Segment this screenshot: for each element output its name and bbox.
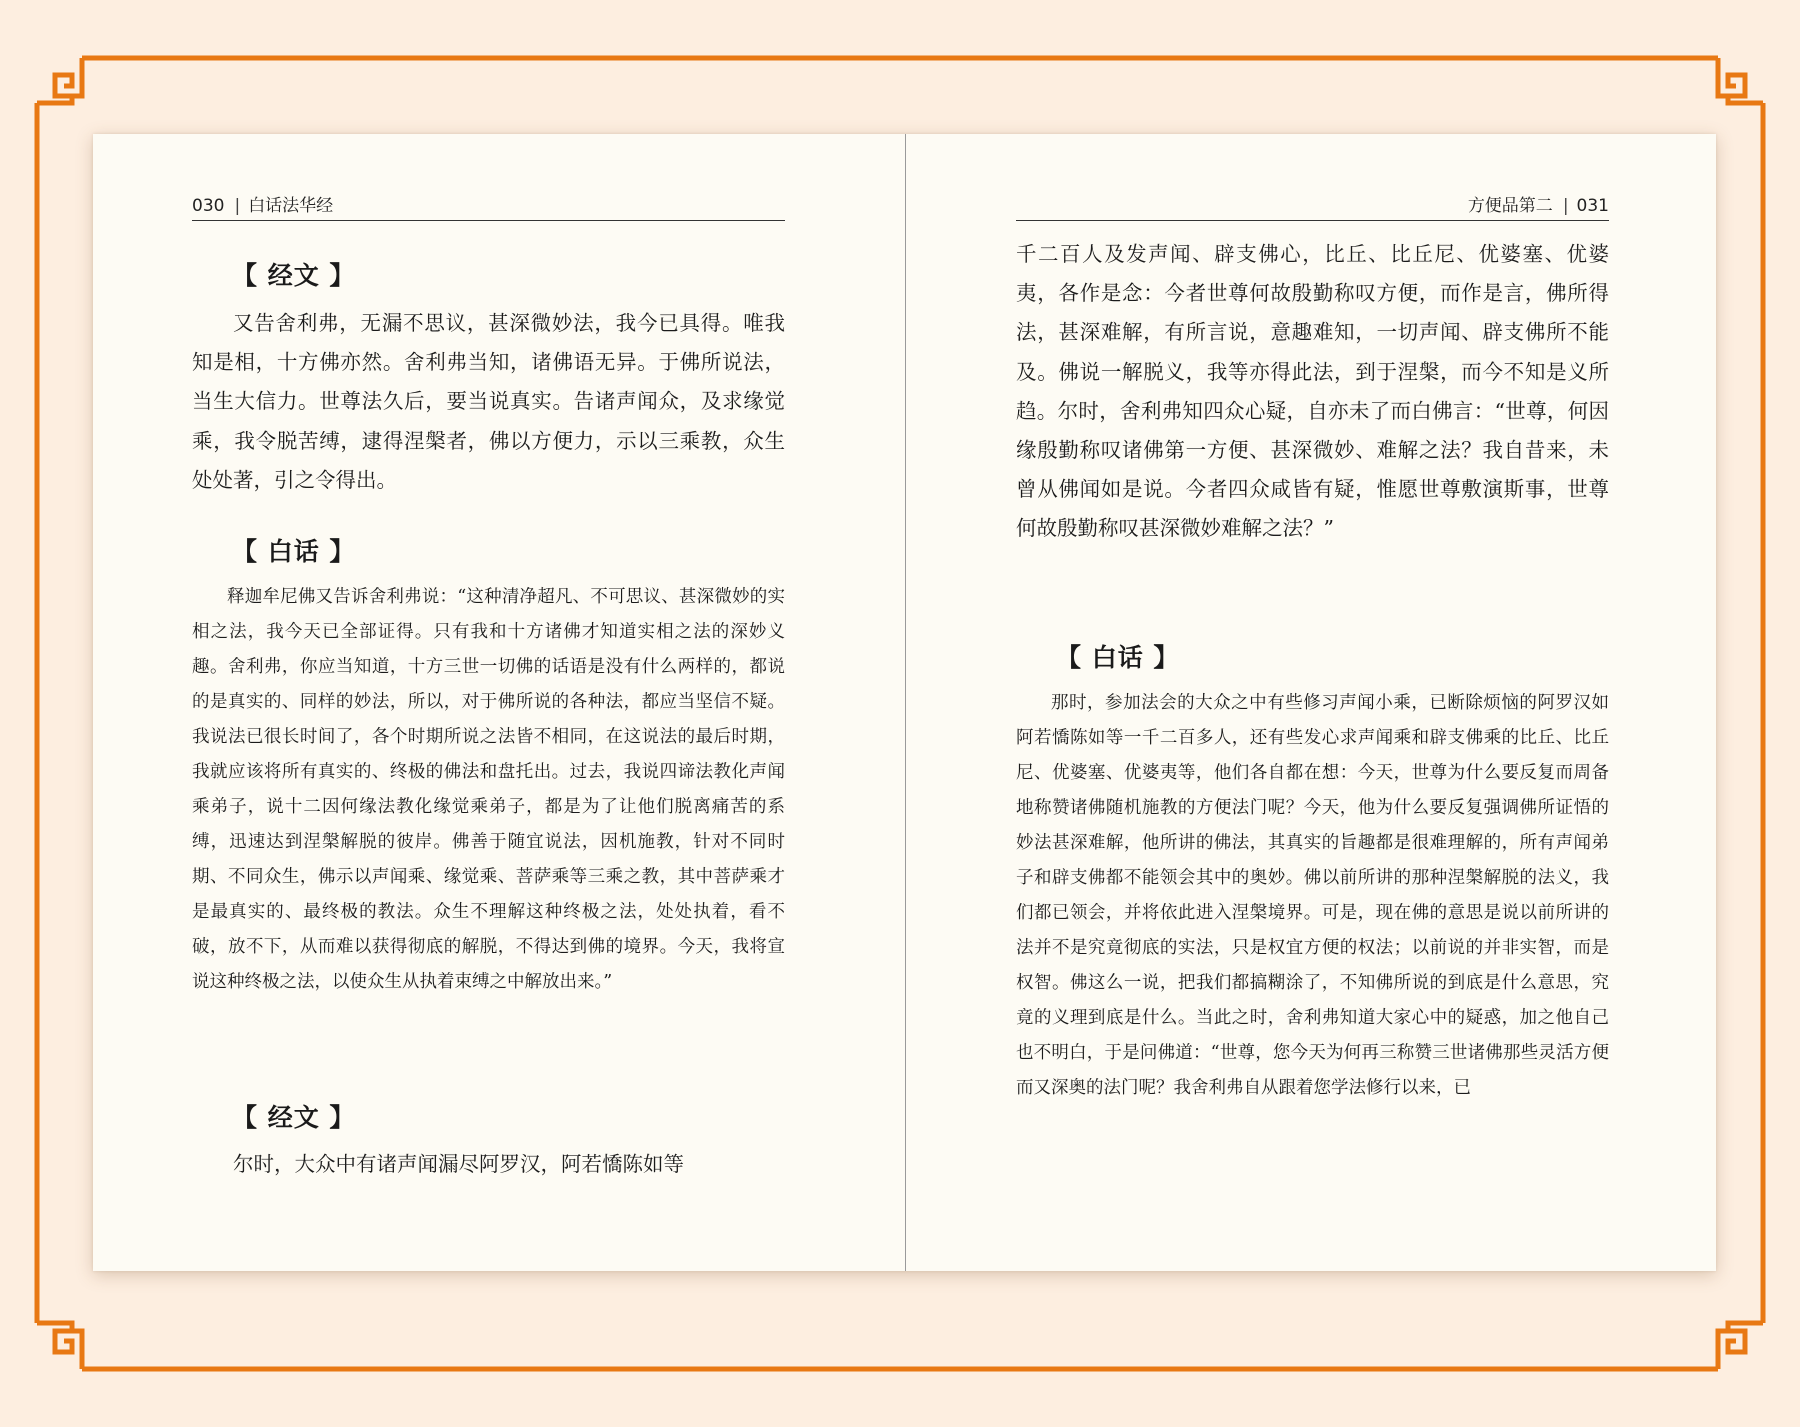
right-page-number: 031 (1576, 196, 1609, 216)
vernacular-paragraph-1: 释迦牟尼佛又告诉舍利弗说：“这种清净超凡、不可思议、甚深微妙的实相之法，我今天已全部证得。只有我和十方诸佛才知道实相之法的深妙义趣。舍利弗，你应当知道，十方三世一切佛的话语是没有什么两样的，都说的是真实的、同样的妙法，所以，对于佛所说的各种法，都应当坚信不疑。我说法已很长时间了，各个时期所说之法皆不相同，在这说法的最后时期，我就应该将所有真实的、终极的佛法和盘托出。过去，我说四谛法教化声闻乘弟子，说十二因何缘法教化缘觉乘弟子，都是为了让他们脱离痛苦的系缚，迅速达到涅槃解脱的彼岸。佛善于随宜说法，因机施教，针对不同时期、不同众生，佛示以声闻乘、缘觉乘、菩萨乘等三乘之教，其中菩萨乘才是最真实的、最终极的教法。众生不理解这种终极之法，处处执着，看不破，放不下，从而难以获得彻底的解脱，不得达到佛的境界。今天，我将宣说这种终极之法，以使众生从执着束缚之中解放出来。” (192, 587, 785, 992)
heading-sutra-1: 【 经文 】 (232, 261, 356, 290)
chapter-title: 方便品第二 (1467, 196, 1553, 216)
running-head-separator: | (234, 196, 241, 216)
running-head-separator: | (1562, 196, 1569, 216)
book-title: 白话法华经 (248, 196, 334, 216)
sutra-paragraph-2: 尔时，大众中有诸声闻漏尽阿罗汉，阿若憍陈如等 (233, 1152, 684, 1176)
heading-sutra-2: 【 经文 】 (232, 1103, 356, 1132)
sutra-paragraph-1: 又告舍利弗，无漏不思议，甚深微妙法，我今已具得。唯我知是相，十方佛亦然。舍利弗当知，诸佛语无异。于佛所说法，当生大信力。世尊法久后，要当说真实。告诸声闻众，及求缘觉乘，我令脱苦缚，逮得涅槃者，佛以方便力，示以三乘教，众生处处著，引之令得出。 (192, 311, 785, 492)
right-page (1016, 134, 1609, 1271)
left-page-number: 030 (192, 196, 225, 216)
book-gutter (905, 134, 906, 1271)
right-running-head (1016, 196, 1609, 221)
left-page (192, 134, 785, 1271)
sutra-continuation: 千二百人及发声闻、辟支佛心，比丘、比丘尼、优婆塞、优婆夷，各作是念：今者世尊何故殷勤称叹方便，而作是言，佛所得法，甚深难解，有所言说，意趣难知，一切声闻、辟支佛所不能及。佛说一解脱义，我等亦得此法，到于涅槃，而今不知是义所趋。尔时，舍利弗知四众心疑，自亦未了而白佛言：“世尊，何因缘殷勤称叹诸佛第一方便、甚深微妙、难解之法？我自昔来，未曾从佛闻如是说。今者四众咸皆有疑，惟愿世尊敷演斯事，世尊何故殷勤称叹甚深微妙难解之法？” (1016, 242, 1609, 541)
vernacular-paragraph-2: 那时，参加法会的大众之中有些修习声闻小乘，已断除烦恼的阿罗汉如阿若憍陈如等一千二百多人，还有些发心求声闻乘和辟支佛乘的比丘、比丘尼、优婆塞、优婆夷等，他们各自都在想：今天，世尊为什么要反复而周备地称赞诸佛随机施教的方便法门呢？今天，他为什么要反复强调佛所证悟的妙法甚深难解，他所讲的佛法，其真实的旨趣都是很难理解的，所有声闻弟子和辟支佛都不能领会其中的奥妙。佛以前所讲的那种涅槃解脱的法义，我们都已领会，并将依此进入涅槃境界。可是，现在佛的意思是说以前所讲的法并不是究竟彻底的实法，只是权宜方便的权法；以前说的并非实智，而是权智。佛这么一说，把我们都搞糊涂了，不知佛所说的到底是什么意思，究竟的义理到底是什么。当此之时，舍利弗知道大家心中的疑惑，加之他自己也不明白，于是问佛道：“世尊，您今天为何再三称赞三世诸佛那些灵活方便而又深奥的法门呢？我舍利弗自从跟着您学法修行以来，已 (1016, 693, 1609, 1098)
left-running-head (192, 196, 785, 221)
heading-vernacular-1: 【 白话 】 (232, 537, 356, 566)
heading-vernacular-2: 【 白话 】 (1056, 643, 1180, 672)
open-book (93, 134, 1716, 1271)
